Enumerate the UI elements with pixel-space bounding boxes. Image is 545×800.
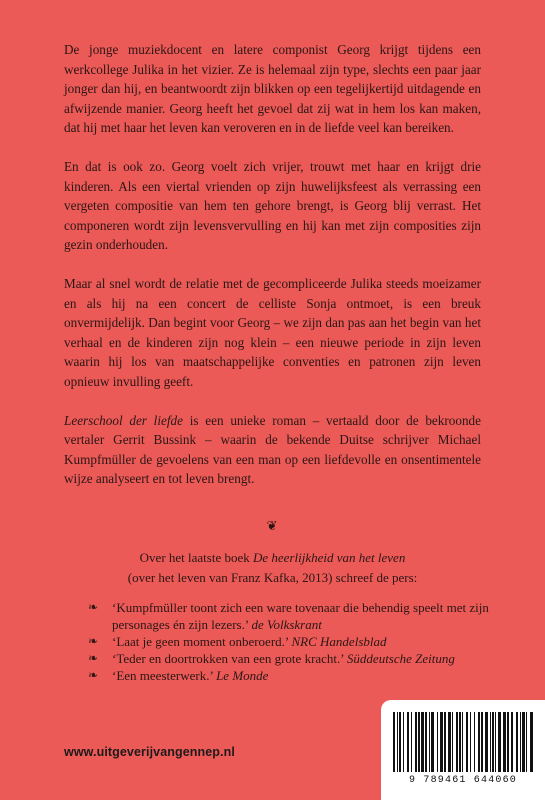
isbn-number: 9 789461 644060 [408, 775, 517, 786]
quote-source: Süddeutsche Zeitung [346, 651, 455, 666]
fleuron-bullet-icon: ❧ [88, 651, 99, 665]
blurb-paragraph-1: De jonge muziekdocent en latere componist Georg krijgt tijdens een werkcollege Julika in het vizier. Ze is helemaal zijn type, slechts een paar jaar jonger dan hij, en beantwoordt zijn blikken op een tegelijkertijd uitdagende en afwijzende manier. Georg heeft het gevoel dat zij wat in hem los kan maken, dat hij met haar het leven kan veroveren en in de liefde veel kan bereiken. [64, 42, 481, 136]
quote-source: Le Monde [216, 668, 269, 683]
barcode [391, 712, 535, 774]
press-quote [88, 599, 492, 633]
quote-source: de Volkskrant [251, 617, 322, 632]
press-intro-line-2: (over het leven van Franz Kafka, 2013) schreef de pers: [127, 570, 418, 585]
quote-text: ‘Teder en doortrokken van een grote kracht.’ [112, 651, 347, 666]
press-quote [88, 650, 492, 667]
previous-book-title: De heerlijkheid van het leven [253, 550, 406, 565]
blurb-paragraph-4 [64, 411, 481, 489]
blurb-paragraph-2: En dat is ook zo. Georg voelt zich vrijer, trouwt met haar en krijgt drie kinderen. Als een viertal vrienden op zijn huwelijksfeest als verrassing een vergeten compositie van hem ten gehore brengt, is Georg blij verrast. Het componeren wordt zijn levensvervulling en hij kan met zijn composities zijn gezin onderhouden. [64, 158, 481, 253]
book-title: Leerschool der liefde [64, 412, 183, 428]
publisher-website[interactable]: www.uitgeverijvangennep.nl [64, 745, 235, 759]
quote-source: NRC Handelsblad [291, 634, 387, 649]
press-quote [88, 667, 492, 684]
press-intro [64, 548, 481, 588]
quote-text: ‘Een meesterwerk.’ [112, 668, 217, 683]
quote-text: ‘Kumpfmüller toont zich een ware tovenaar die behendig speelt met zijn personages én zijn lezers.’ [112, 600, 489, 632]
blurb-paragraph-4-text: is een unieke roman – vertaald door de bekroonde vertaler Gerrit Bussink – waarin de bekende Duitse schrijver Michael Kumpfmüller de gevoelens van een man op een liefdevolle en onsentimentele wijze analyseert en tot leven brengt. [64, 412, 482, 487]
fleuron-bullet-icon: ❧ [88, 600, 99, 614]
press-quote [88, 633, 492, 650]
fleuron-bullet-icon: ❧ [88, 634, 99, 648]
press-intro-line-1 [64, 548, 481, 568]
press-quotes [88, 599, 492, 684]
quote-text: ‘Laat je geen moment onberoerd.’ [112, 634, 292, 649]
barcode-panel [381, 700, 545, 800]
press-intro-prefix: Over het laatste boek [139, 550, 253, 565]
blurb-paragraph-3: Maar al snel wordt de relatie met de gecompliceerde Julika steeds moeizamer en als hij na een concert de celliste Sonja ontmoet, is een breuk onvermijdelijk. Dan begint voor Georg – we zijn dan pas aan het begin van het verhaal en de kinderen zijn nog klein – een nieuwe periode in zijn leven waarin hij los van maatschappelijke conventies en patronen zijn leven opnieuw invulling geeft. [64, 275, 481, 389]
ornament-icon: ❦ [266, 518, 278, 533]
back-cover-blurb [64, 40, 481, 489]
fleuron-bullet-icon: ❧ [88, 668, 99, 682]
